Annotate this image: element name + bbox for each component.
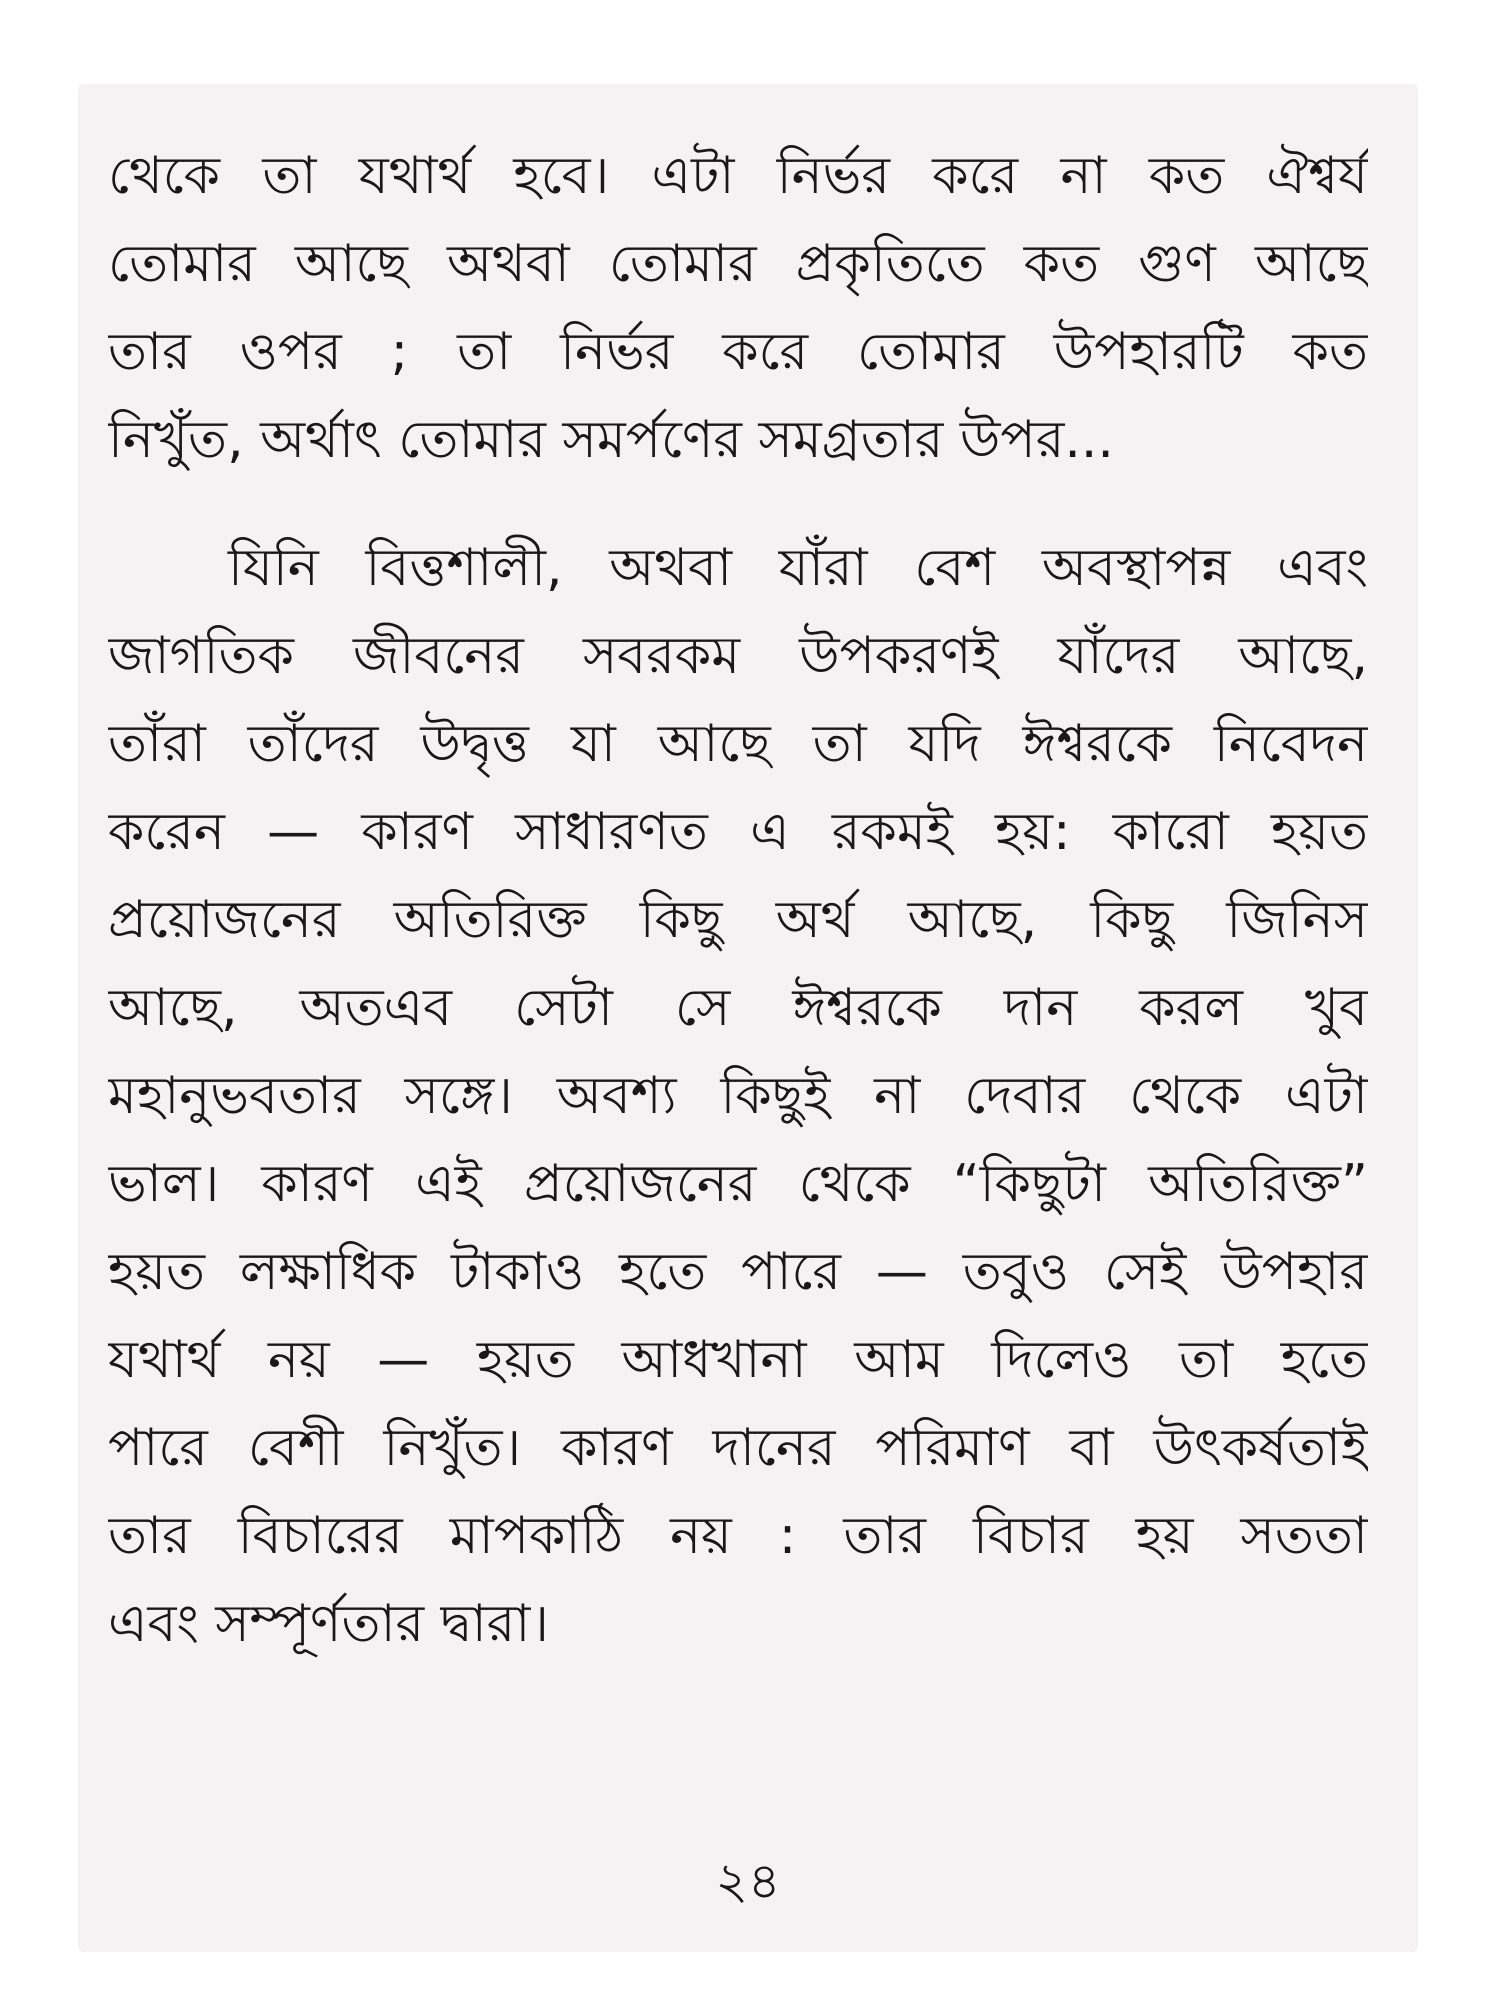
text-line: আছে, অতএব সেটা সে ঈশ্বরকে দান করল খুব xyxy=(108,978,1368,1038)
text-line: তোমার আছে অথবা তোমার প্রকৃতিতে কত গুণ আছে xyxy=(108,234,1368,294)
page-number: ২৪ xyxy=(715,1852,781,1910)
text-line: করেন — কারণ সাধারণত এ রকমই হয়: কারো হয়ত xyxy=(108,802,1368,862)
paragraph-gap xyxy=(108,484,1368,524)
book-page xyxy=(78,84,1418,1952)
body-text xyxy=(108,132,1368,1668)
text-line: মহানুভবতার সঙ্গে। অবশ্য কিছুই না দেবার থেকে এটা xyxy=(108,1066,1368,1126)
text-line: যিনি বিত্তশালী, অথবা যাঁরা বেশ অবস্থাপন্ন এবং xyxy=(228,538,1368,598)
text-line: এবং সম্পূর্ণতার দ্বারা। xyxy=(108,1594,549,1654)
text-line: প্রয়োজনের অতিরিক্ত কিছু অর্থ আছে, কিছু জিনিস xyxy=(108,890,1368,950)
paragraph-1 xyxy=(108,132,1368,484)
text-line: থেকে তা যথার্থ হবে। এটা নির্ভর করে না কত ঐশ্বর্য xyxy=(108,146,1368,206)
text-line: তার বিচারের মাপকাঠি নয় : তার বিচার হয় সততা xyxy=(108,1506,1368,1566)
text-line: জাগতিক জীবনের সবরকম উপকরণই যাঁদের আছে, xyxy=(108,626,1368,686)
text-line: পারে বেশী নিখুঁত। কারণ দানের পরিমাণ বা উৎকর্ষতাই xyxy=(108,1418,1368,1478)
text-line: যথার্থ নয় — হয়ত আধখানা আম দিলেও তা হতে xyxy=(108,1330,1368,1390)
text-line: তাঁরা তাঁদের উদ্বৃত্ত যা আছে তা যদি ঈশ্বরকে নিবেদন xyxy=(108,714,1368,774)
text-line: ভাল। কারণ এই প্রয়োজনের থেকে “কিছুটা অতিরিক্ত” xyxy=(108,1154,1368,1214)
text-line: হয়ত লক্ষাধিক টাকাও হতে পারে — তবুও সেই উপহার xyxy=(108,1242,1368,1302)
text-line: তার ওপর ; তা নির্ভর করে তোমার উপহারটি কত xyxy=(108,322,1368,382)
text-line: নিখুঁত, অর্থাৎ তোমার সমর্পণের সমগ্রতার উপর... xyxy=(108,410,1114,470)
paragraph-2 xyxy=(108,524,1368,1668)
